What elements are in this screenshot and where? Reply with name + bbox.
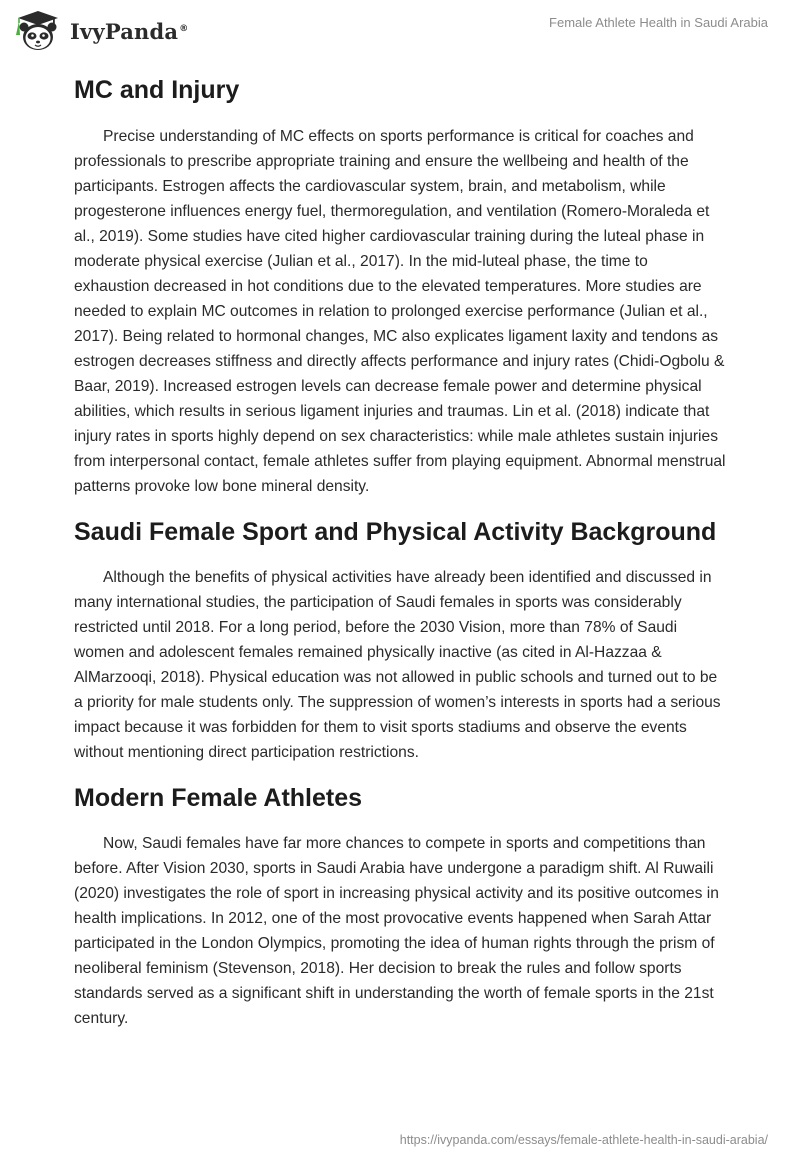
section-paragraph: Precise understanding of MC effects on sports performance is critical for coaches and professionals to prescribe appropriate training and ensure the wellbeing and health of the participants. Estrogen affects the cardiovascular system, brain, and metabolism, while progesterone influences energy fuel, thermoregulation, and ventilation (Romero-Moraleda et al., 2019). Some studies have cited higher cardiovascular training during the luteal phase in moderate physical exercise (Julian et al., 2017). In the mid-luteal phase, the time to exhaustion decreased in hot conditions due to the elevated temperatures. More studies are needed to explain MC outcomes in relation to prolonged exercise performance (Julian et al., 2017). Being related to hormonal changes, MC also explicates ligament laxity and tendons as estrogen decreases stiffness and directly affects performance and injury rates (Chidi-Ogbolu & Baar, 2019). Increased estrogen levels can decrease female power and determine physical abilities, which results in serious ligament injuries and traumas. Lin et al. (2018) indicate that injury rates in sports highly depend on sex characteristics: while male athletes sustain injuries from interpersonal contact, female athletes suffer from playing equipment. Abnormal menstrual patterns provoke low bone mineral density. <box>74 128 726 495</box>
section-heading: Modern Female Athletes <box>74 784 363 812</box>
section-heading: MC and Injury <box>74 76 240 104</box>
document-title: Female Athlete Health in Saudi Arabia <box>549 15 768 30</box>
page-header <box>0 0 800 60</box>
section-mc-and-injury <box>74 72 726 499</box>
section-modern-female-athletes <box>74 780 726 1031</box>
section-saudi-female-sport <box>74 514 726 765</box>
section-heading: Saudi Female Sport and Physical Activity Background <box>74 518 717 546</box>
panda-graduate-icon <box>14 9 62 53</box>
section-paragraph: Now, Saudi females have far more chances to compete in sports and competitions than before. After Vision 2030, sports in Saudi Arabia have undergone a paradigm shift. Al Ruwaili (2020) investigates the role of sport in increasing physical activity and its positive outcomes in health implications. In 2012, one of the most provocative events happened when Sarah Attar participated in the London Olympics, promoting the idea of human rights through the prism of neoliberal feminism (Stevenson, 2018). Her decision to break the rules and follow sports standards served as a significant shift in understanding the worth of female sports in the 21st century. <box>74 835 719 1027</box>
ivypanda-logo[interactable] <box>14 9 188 53</box>
logo-wordmark: IvyPanda® <box>70 18 189 44</box>
article-body <box>74 70 726 1031</box>
registered-mark: ® <box>179 23 189 34</box>
source-url-link[interactable]: https://ivypanda.com/essays/female-athlete-health-in-saudi-arabia/ <box>399 1133 768 1147</box>
section-paragraph: Although the benefits of physical activities have already been identified and discussed in many international studies, the participation of Saudi females in sports was considerably restricted until 2018. For a long period, before the 2030 Vision, more than 78% of Saudi women and adolescent females remained physically inactive (as cited in Al-Hazzaa & AlMarzooqi, 2018). Physical education was not allowed in public schools and turned out to be a priority for male students only. The suppression of women’s interests in sports had a serious impact because it was forbidden for them to visit sports stadiums and observe the events without mentioning direct participation restrictions. <box>74 569 721 761</box>
